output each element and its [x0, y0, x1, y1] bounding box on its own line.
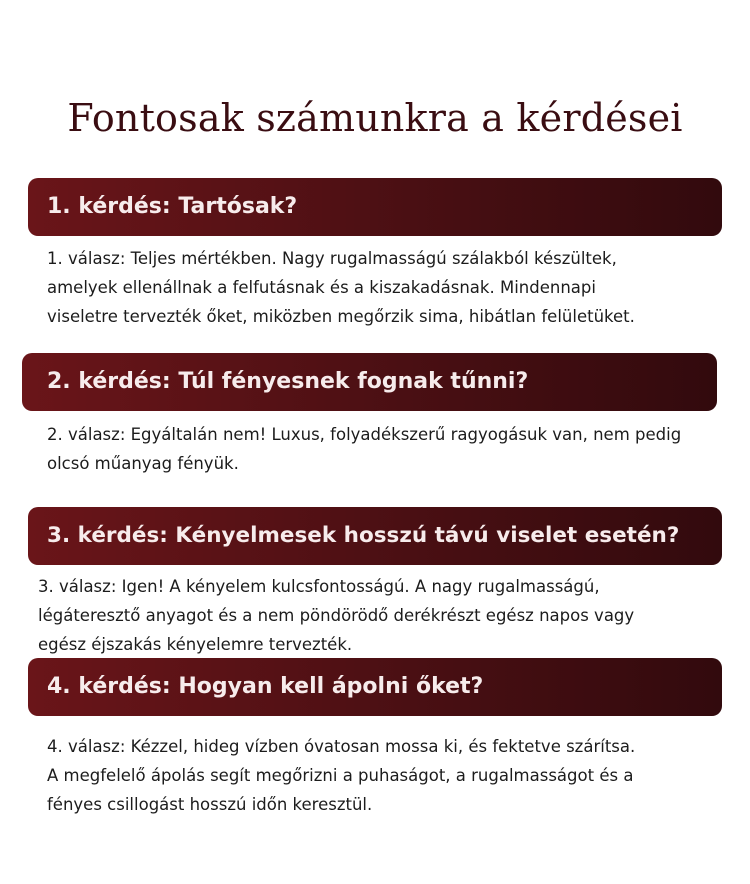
answer-line: légáteresztő anyagot és a nem pöndörödő derékrészt egész napos vagy [38, 606, 635, 625]
answer-line: olcsó műanyag fényük. [47, 454, 239, 473]
faq-question-1: 1. kérdés: Tartósak? [28, 178, 722, 236]
answer-line: 1. válasz: Teljes mértékben. Nagy rugalmasságú szálakból készültek, [47, 249, 617, 268]
faq-answer-3 [38, 572, 728, 659]
answer-line: A megfelelő ápolás segít megőrizni a puhaságot, a rugalmasságot és a [47, 766, 634, 785]
answer-line: 4. válasz: Kézzel, hideg vízben óvatosan mossa ki, és fektetve szárítsa. [47, 737, 636, 756]
page-title: Fontosak számunkra a kérdései [67, 96, 683, 140]
answer-line: egész éjszakás kényelemre tervezték. [38, 635, 353, 654]
answer-line: 3. válasz: Igen! A kényelem kulcsfontosságú. A nagy rugalmasságú, [38, 577, 600, 596]
faq-answer-2 [47, 420, 727, 478]
faq-answer-1 [47, 244, 727, 331]
answer-line: fényes csillogást hosszú időn keresztül. [47, 795, 373, 814]
faq-question-4: 4. kérdés: Hogyan kell ápolni őket? [28, 658, 722, 716]
answer-line: viseletre tervezték őket, miközben megőrzik sima, hibátlan felületüket. [47, 307, 635, 326]
answer-line: amelyek ellenállnak a felfutásnak és a kiszakadásnak. Mindennapi [47, 278, 596, 297]
answer-line: 2. válasz: Egyáltalán nem! Luxus, folyadékszerű ragyogásuk van, nem pedig [47, 425, 682, 444]
faq-answer-4 [47, 732, 737, 819]
faq-question-3: 3. kérdés: Kényelmesek hosszú távú viselet esetén? [28, 507, 722, 565]
faq-question-2: 2. kérdés: Túl fényesnek fognak tűnni? [22, 353, 717, 411]
